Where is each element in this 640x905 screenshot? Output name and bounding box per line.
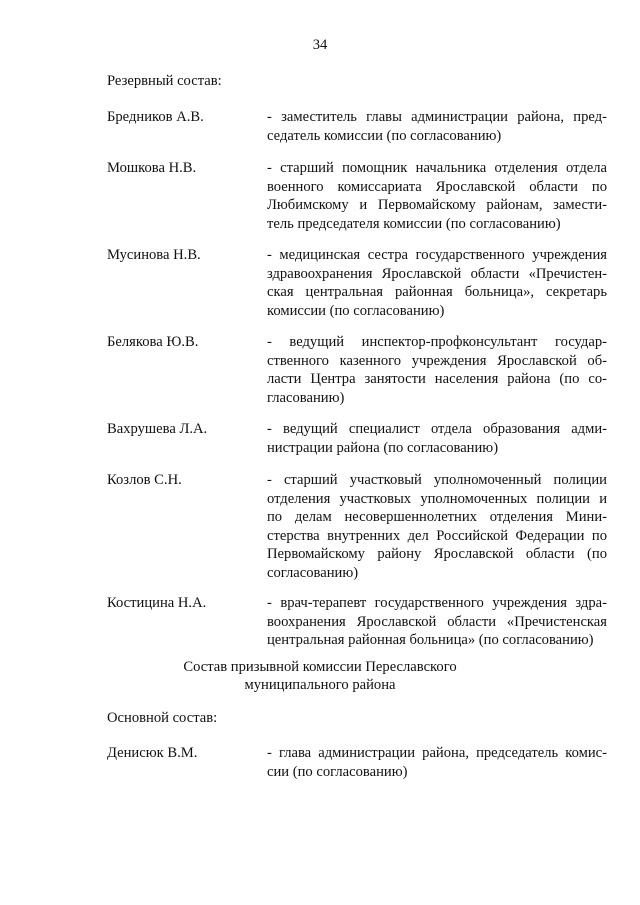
role-line: - врач-терапевт государственного учреждения здра- bbox=[267, 595, 607, 611]
role-line: Любимскому и Первомайскому районам, замести- bbox=[267, 197, 607, 214]
member-role bbox=[267, 333, 607, 407]
role-line: - медицинская сестра государственного учреждения bbox=[267, 247, 607, 263]
member-name: Козлов С.Н. bbox=[107, 472, 182, 488]
role-line: - заместитель главы администрации района, пред- bbox=[267, 109, 607, 125]
role-line: сии (по согласованию) bbox=[267, 763, 408, 780]
role-line: ласти Центра занятости населения района (по со- bbox=[267, 371, 607, 388]
role-line: ственного казенного учреждения Ярославской об- bbox=[267, 352, 607, 369]
member-role bbox=[267, 108, 607, 145]
section-heading-line: муниципального района bbox=[244, 677, 396, 693]
member-name: Вахрушева Л.А. bbox=[107, 421, 208, 437]
main-composition-label: Основной состав: bbox=[107, 710, 218, 726]
member-name: Мошкова Н.В. bbox=[107, 160, 197, 176]
role-line: стерства внутренних дел Российской Федерации по bbox=[267, 527, 607, 544]
member-role bbox=[267, 594, 607, 650]
role-line: комиссии (по согласованию) bbox=[267, 302, 445, 319]
section-heading bbox=[0, 658, 640, 694]
role-line: - ведущий инспектор-профконсультант государ- bbox=[267, 334, 607, 350]
member-name: Мусинова Н.В. bbox=[107, 247, 201, 263]
role-line: по делам несовершеннолетних отделения Мини- bbox=[267, 509, 607, 526]
member-role bbox=[267, 159, 607, 233]
role-line: воохранения Ярославской области «Пречистенская bbox=[267, 613, 607, 630]
member-role bbox=[267, 420, 607, 457]
reserve-composition-label: Резервный состав: bbox=[107, 73, 222, 89]
role-line: ская центральная районная больница», секретарь bbox=[267, 284, 607, 301]
page-number: 34 bbox=[312, 37, 328, 53]
member-name: Денисюк В.М. bbox=[107, 745, 198, 761]
member-role bbox=[267, 744, 607, 781]
role-line: Первомайскому району Ярославской области (по bbox=[267, 546, 607, 563]
member-role bbox=[267, 471, 607, 583]
role-line: здравоохранения Ярославской области «Пречистен- bbox=[267, 265, 607, 282]
member-role bbox=[267, 246, 607, 320]
section-heading-line: Состав призывной комиссии Переславского bbox=[183, 659, 457, 675]
role-line: - старший участковый уполномоченный полиции bbox=[267, 472, 607, 488]
role-line: гласованию) bbox=[267, 389, 345, 406]
role-line: отделения участковых уполномоченных полиции и bbox=[267, 490, 607, 507]
member-name: Бредников А.В. bbox=[107, 109, 204, 125]
role-line: тель председателя комиссии (по согласованию) bbox=[267, 215, 561, 232]
role-line: согласованию) bbox=[267, 564, 359, 581]
role-line: - глава администрации района, председатель комис- bbox=[267, 745, 607, 761]
role-line: военного комиссариата Ярославской области по bbox=[267, 178, 607, 195]
member-name: Белякова Ю.В. bbox=[107, 334, 199, 350]
role-line: - ведущий специалист отдела образования адми- bbox=[267, 421, 607, 437]
role-line: седатель комиссии (по согласованию) bbox=[267, 127, 502, 144]
role-line: центральная районная больница» (по согласованию) bbox=[267, 632, 594, 649]
role-line: нистрации района (по согласованию) bbox=[267, 439, 499, 456]
member-name: Костицина Н.А. bbox=[107, 595, 207, 611]
role-line: - старший помощник начальника отделения отдела bbox=[267, 160, 607, 176]
